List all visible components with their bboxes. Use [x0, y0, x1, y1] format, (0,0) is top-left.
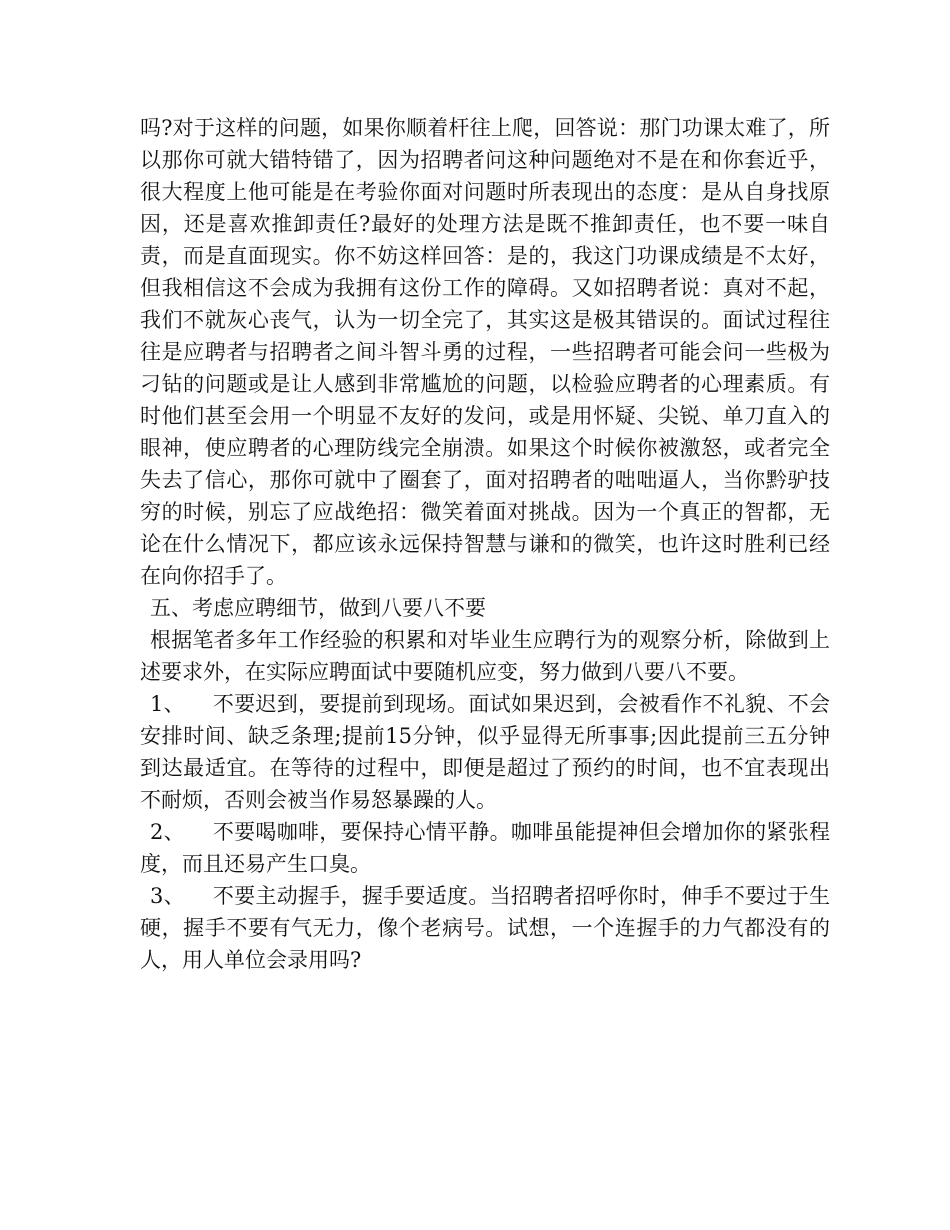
intro-paragraph: 根据笔者多年工作经验的积累和对毕业生应聘行为的观察分析，除做到上述要求外，在实际应聘面试中要随机应变，努力做到八要八不要。 — [140, 628, 830, 684]
list-item-number: 1、 — [150, 692, 185, 716]
list-item-text: 不要喝咖啡，要保持心情平静。咖啡虽能提神但会增加你的紧张程度，而且还易产生口臭。 — [140, 820, 830, 876]
body-paragraph: 吗?对于这样的问题，如果你顺着杆往上爬，回答说：那门功课太难了，所以那你可就大错特错了，因为招聘者问这种问题绝对不是在和你套近乎，很大程度上他可能是在考验你面对问题时所表现出的态度：是从自身找原因，还是喜欢推卸责任?最好的处理方法是既不推卸责任，也不要一味自责，而是直面现实。你不妨这样回答：是的，我这门功课成绩是不太好，但我相信这不会成为我拥有这份工作的障碍。又如招聘者说：真对不起，我们不就灰心丧气，认为一切全完了，其实这是极其错误的。面试过程往往是应聘者与招聘者之间斗智斗勇的过程，一些招聘者可能会问一些极为刁钻的问题或是让人感到非常尴尬的问题，以检验应聘者的心理素质。有时他们甚至会用一个明显不友好的发问，或是用怀疑、尖锐、单刀直入的眼神，使应聘者的心理防线完全崩溃。如果这个时候你被激怒，或者完全失去了信心，那你可就中了圈套了，面对招聘者的咄咄逼人，当你黔驴技穷的时候，别忘了应战绝招：微笑着面对挑战。因为一个真正的智都，无论在什么情况下，都应该永远保持智慧与谦和的微笑，也许这时胜利已经在向你招手了。 — [140, 116, 830, 588]
list-item-text: 不要主动握手，握手要适度。当招聘者招呼你时，伸手不要过于生硬，握手不要有气无力，像个老病号。试想，一个连握手的力气都没有的人，用人单位会录用吗? — [140, 884, 830, 972]
list-item-number: 2、 — [150, 820, 185, 844]
list-item-number: 3、 — [150, 884, 185, 908]
section-heading: 五、考虑应聘细节，做到八要八不要 — [150, 596, 486, 620]
list-item-text: 不要迟到，要提前到现场。面试如果迟到，会被看作不礼貌、不会安排时间、缺乏条理;提前15分钟，似乎显得无所事事;因此提前三五分钟到达最适宜。在等待的过程中，即便是超过了预约的时间，也不宜表现出不耐烦，否则会被当作易怒暴躁的人。 — [140, 692, 830, 812]
list-item — [140, 816, 830, 880]
document-body — [140, 112, 830, 976]
list-item — [140, 688, 830, 816]
list-item — [140, 880, 830, 976]
